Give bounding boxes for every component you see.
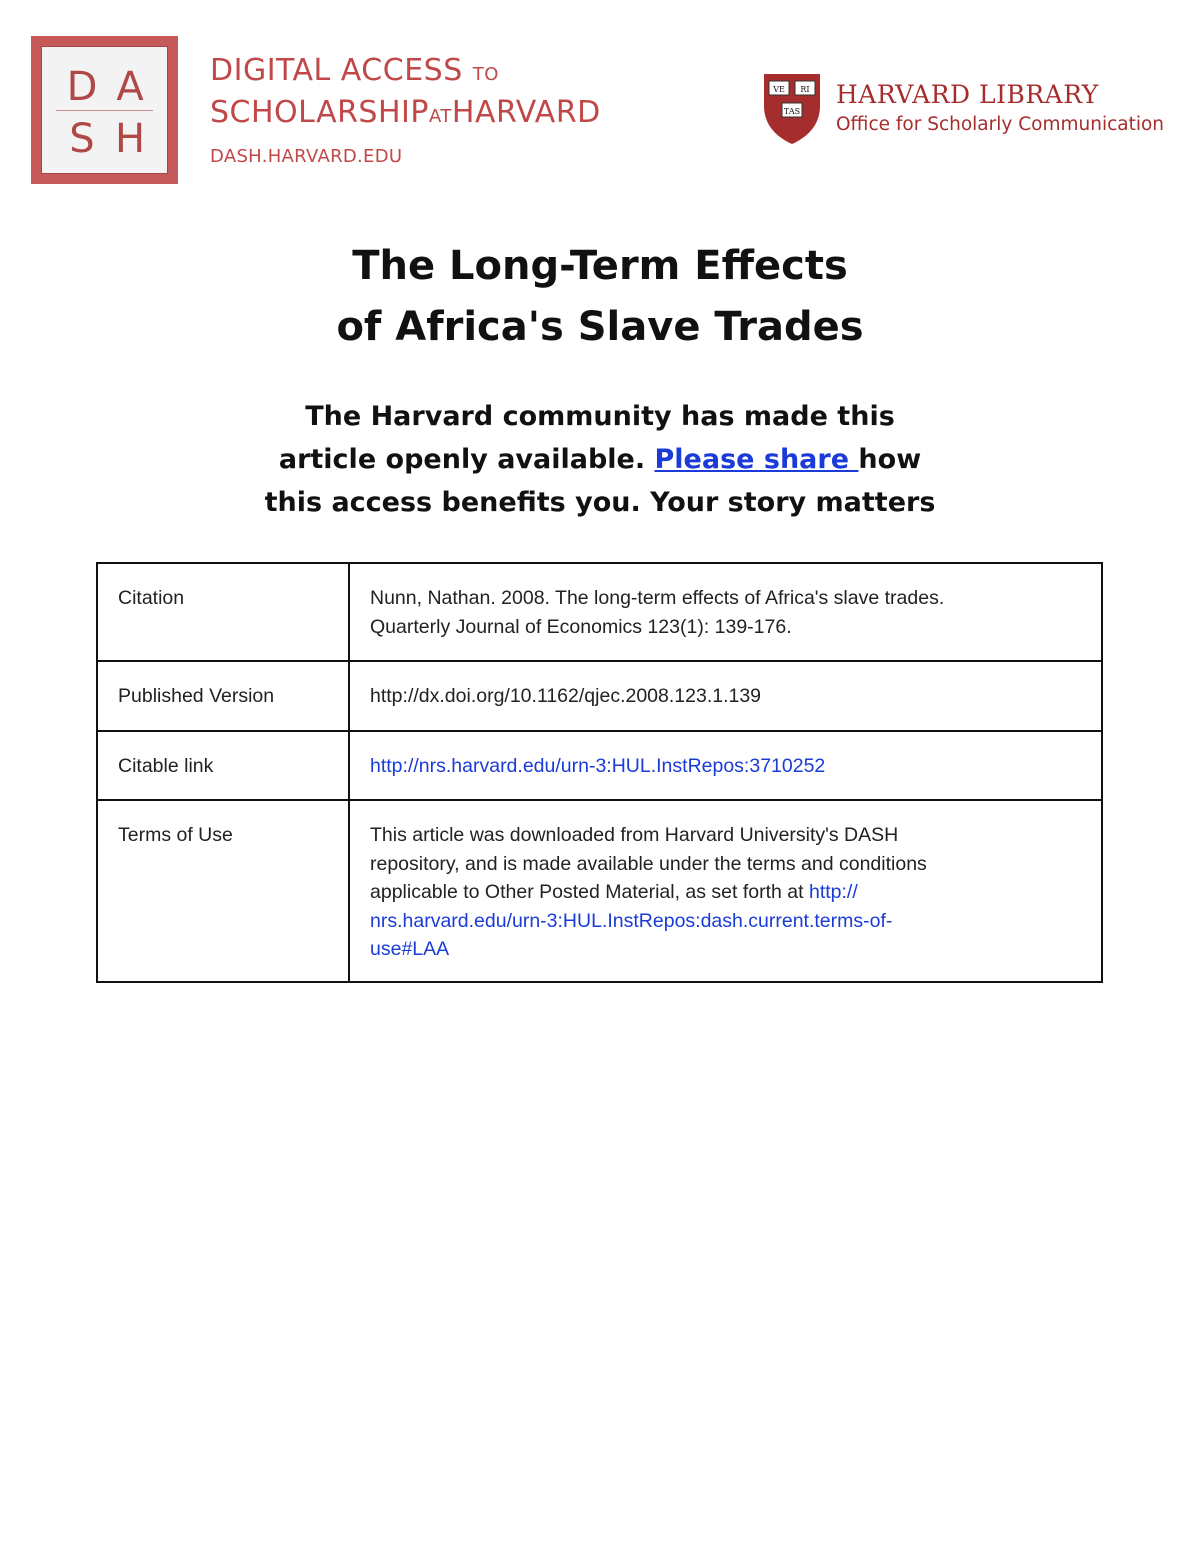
table-row-citable-link [97,731,1102,800]
terms-line3-text: applicable to Other Posted Material, as set forth at [370,881,809,903]
harvard-shield-icon [762,72,822,146]
dash-logo-inner [41,46,168,174]
dash-logo [31,36,178,184]
citation-line2: Quarterly Journal of Economics 123(1): 139-176. [370,615,792,638]
terms-link-part3[interactable]: use#LAA [370,938,450,960]
please-share-link[interactable]: Please share [654,444,859,475]
shield-word-tas: TAS [783,107,801,116]
dash-url: DASH.HARVARD.EDU [210,146,403,167]
shield-word-ri: RI [800,85,810,94]
citable-link-label: Citable link [97,731,349,800]
terms-line3 [370,878,1081,907]
dash-logo-letter-d: D [66,64,98,110]
dash-title-block [210,52,601,167]
terms-line2: repository, and is made available under the terms and conditions [370,852,927,875]
share-line1: The Harvard community has made this [305,401,895,432]
harvard-library-block [836,80,1164,140]
citation-value [349,563,1102,661]
dash-title-line1 [210,52,601,94]
published-version-value: http://dx.doi.org/10.1162/qjec.2008.123.1.139 [349,661,1102,731]
citable-link-cell [349,731,1102,800]
dash-logo-letter-a: A [116,64,144,110]
share-line2-before: article openly available. [278,444,655,475]
dash-logo-letter-s: S [69,116,95,162]
dash-title-to: TO [472,64,499,85]
dash-logo-divider [56,110,153,111]
metadata-table [96,562,1103,983]
citable-link[interactable]: http://nrs.harvard.edu/urn-3:HUL.InstRepos:3710252 [370,755,826,777]
terms-link-part2[interactable]: nrs.harvard.edu/urn-3:HUL.InstRepos:dash.current.terms-of- [370,909,893,932]
table-row-published-version [97,661,1102,731]
article-title-line2: of Africa's Slave Trades [336,304,864,350]
harvard-library-title: HARVARD LIBRARY [836,80,1099,109]
terms-line5 [370,935,1081,964]
terms-line4 [370,907,1081,936]
share-line3: this access benefits you. Your story matters [264,487,936,518]
dash-title-at: AT [428,106,452,127]
citation-line1: Nunn, Nathan. 2008. The long-term effects of Africa's slave trades. [370,587,945,609]
terms-line1: This article was downloaded from Harvard University's DASH [370,824,899,846]
terms-of-use-value [349,800,1102,982]
dash-title-digital-access: DIGITAL ACCESS [210,53,463,88]
dash-title-scholarship: SCHOLARSHIP [210,95,429,130]
table-row-terms-of-use [97,800,1102,982]
harvard-library-subtitle: Office for Scholarly Communication [836,114,1165,135]
published-version-label: Published Version [97,661,349,731]
share-line2 [0,438,1200,481]
article-title-line1: The Long-Term Effects [352,243,848,289]
table-row-citation [97,563,1102,661]
terms-link-part1[interactable]: http:// [808,881,858,903]
dash-title-harvard: HARVARD [451,95,601,130]
dash-title-line2 [210,94,601,136]
citation-label: Citation [97,563,349,661]
share-line2-after: how [858,444,922,475]
share-message [0,395,1200,524]
shield-word-ve: VE [773,85,785,94]
article-title [0,236,1200,358]
dash-logo-letter-h: H [114,116,146,162]
terms-of-use-label: Terms of Use [97,800,349,982]
